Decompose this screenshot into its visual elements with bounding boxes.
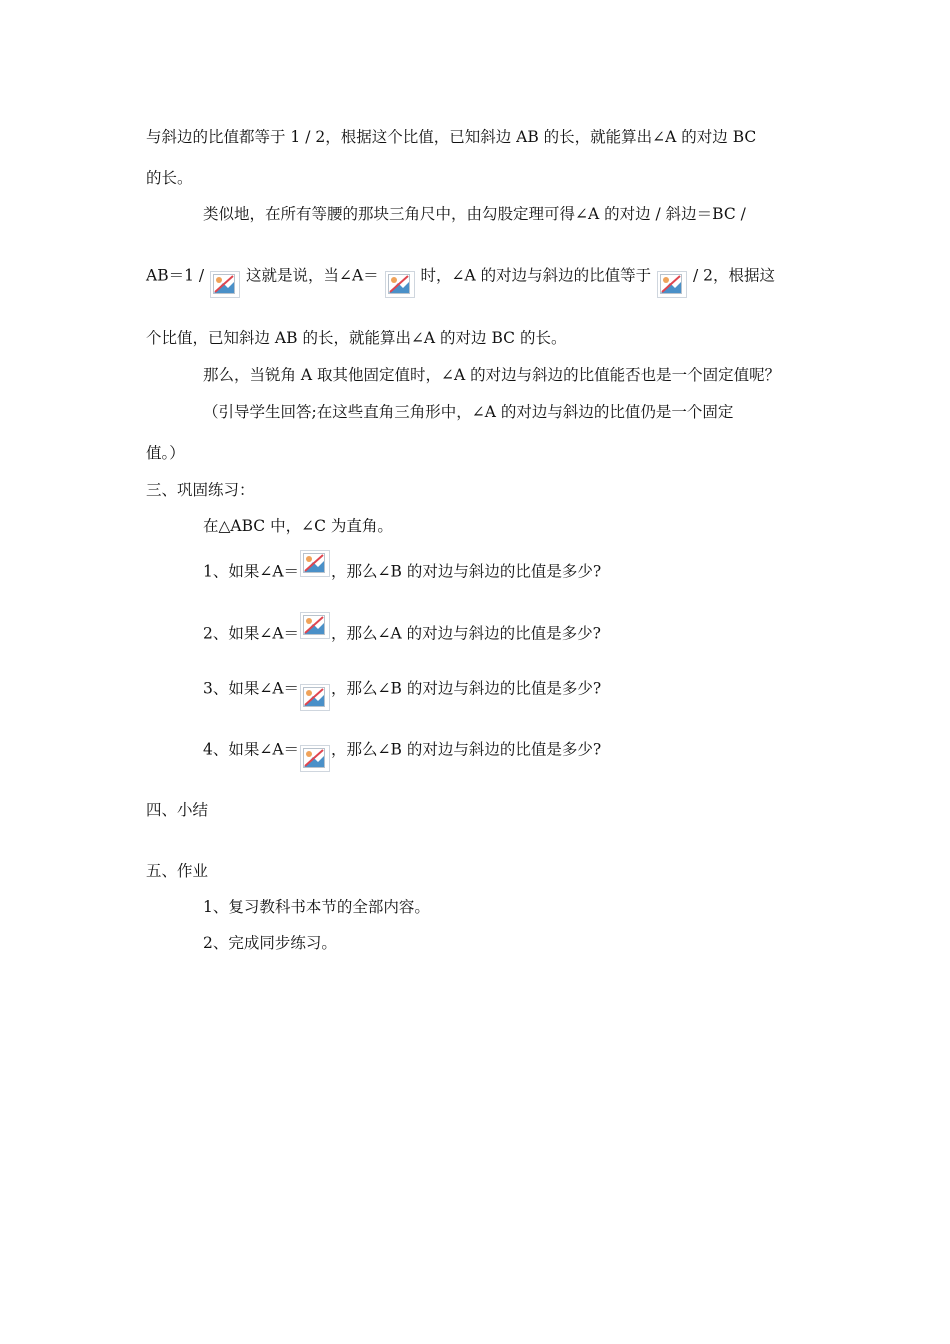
homework-item: 1、复习教科书本节的全部内容。 [203,898,430,916]
paragraph-line: （引导学生回答;在这些直角三角形中，∠A 的对边与斜边的比值仍是一个固定 [203,403,734,421]
section-heading: 五、作业 [146,862,209,880]
broken-image-icon [210,271,240,298]
broken-image-icon [657,271,687,298]
exercise-suffix: ，那么∠B 的对边与斜边的比值是多少? [331,740,602,759]
paragraph-line: 类似地，在所有等腰的那块三角尺中，由勾股定理可得∠A 的对边 / 斜边＝BC / [203,205,746,223]
text-segment: 时，∠A 的对边与斜边的比值等于 [420,266,652,285]
text-segment: 这就是说，当∠A＝ [245,266,379,285]
broken-image-icon [300,684,330,711]
broken-image-icon [300,745,330,772]
paragraph-line: 的长。 [146,169,193,187]
exercise-prefix: 1、如果∠A＝ [203,562,300,581]
paragraph-line: 与斜边的比值都等于 1 / 2，根据这个比值，已知斜边 AB 的长，就能算出∠A 的对边 BC [146,128,757,146]
paragraph-line-with-images [146,263,775,299]
exercise-prefix: 3、如果∠A＝ [203,679,300,698]
exercise-intro: 在△ABC 中，∠C 为直角。 [203,517,393,535]
text-segment: / 2，根据这 [693,266,776,285]
exercise-suffix: ，那么∠B 的对边与斜边的比值是多少? [331,562,602,581]
section-heading: 三、巩固练习： [146,481,255,499]
paragraph-line: 值。） [146,444,185,462]
section-heading: 四、小结 [146,801,209,819]
exercise-prefix: 4、如果∠A＝ [203,740,300,759]
broken-image-icon [385,271,415,298]
exercise-prefix: 2、如果∠A＝ [203,624,300,643]
exercise-suffix: ，那么∠B 的对边与斜边的比值是多少? [331,679,602,698]
broken-image-icon [300,550,330,577]
exercise-item [203,676,601,703]
exercise-item [203,559,601,586]
homework-item: 2、完成同步练习。 [203,934,337,952]
exercise-suffix: ，那么∠A 的对边与斜边的比值是多少? [331,624,601,643]
paragraph-line: 个比值，已知斜边 AB 的长，就能算出∠A 的对边 BC 的长。 [146,329,567,347]
exercise-item [203,621,601,648]
text-segment: AB＝1 / [146,266,205,285]
exercise-item [203,737,601,764]
broken-image-icon [300,612,330,639]
paragraph-line: 那么，当锐角 A 取其他固定值时，∠A 的对边与斜边的比值能否也是一个固定值呢？ [203,366,781,384]
